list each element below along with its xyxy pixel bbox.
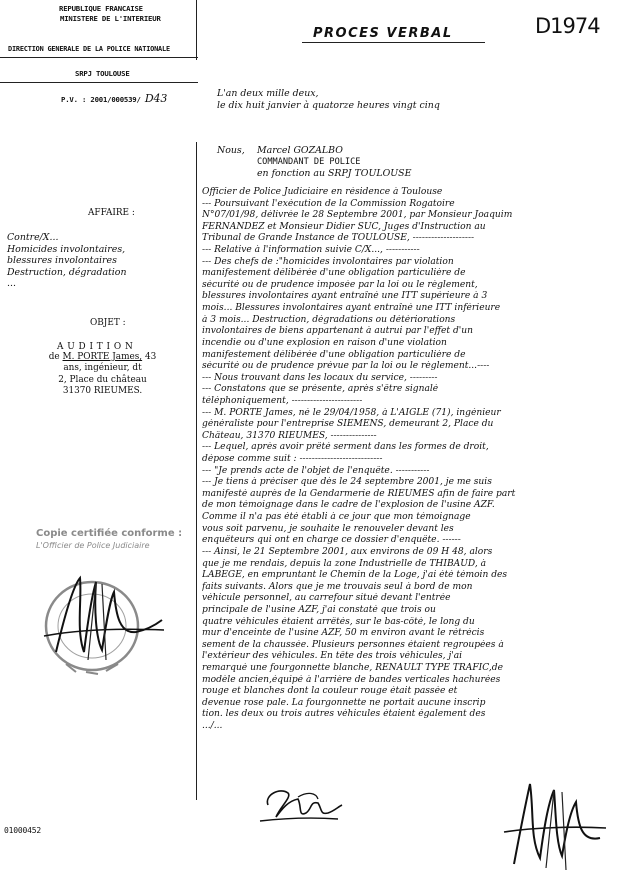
officer-signature	[500, 772, 610, 872]
affaire-details	[7, 232, 126, 290]
audition-line: 2, Place du château	[58, 374, 147, 385]
affaire-line: blessures involontaires	[7, 255, 117, 267]
audition-label: A U D I T I O N	[57, 342, 134, 352]
direction-label: DIRECTION GENERALE DE LA POLICE NATIONALE	[8, 45, 170, 53]
pv-number-line	[61, 94, 167, 104]
statement-line: --- Ainsi, le 21 Septembre 2001, aux environs de 09 H 48, alors	[202, 546, 493, 557]
statement-line: --- Poursuivant l'exécution de la Commission Rogatoire	[202, 198, 455, 209]
affaire-label: AFFAIRE :	[88, 208, 135, 218]
statement-line: Tribunal de Grande Instance de TOULOUSE, --------------------	[202, 233, 475, 244]
statement-line: manifestement délibérée d'une obligation particulière de	[202, 268, 466, 279]
statement-line: manifestement délibérée d'une obligation particulière de	[202, 349, 466, 360]
officer-stamp-caption: L'Officier de Police Judiciaire	[36, 541, 150, 550]
header-rule-2	[0, 82, 198, 83]
statement-line: l'extérieur des véhicules. En tête des trois véhicules, j'ai	[202, 651, 463, 662]
police-seal-signature	[36, 560, 186, 700]
statement-line: Château, 31370 RIEUMES, ---------------	[202, 430, 377, 441]
statement-line: mois... Blessures involontaires ayant entraîné une ITT inférieure	[202, 303, 501, 314]
statement-line: dépose comme suit : ---------------------------	[202, 454, 383, 465]
statement-line: devenue rose pale. La fourgonnette ne portait aucune inscrip	[202, 697, 486, 708]
statement-line: que je me rendais, depuis la zone Industrielle de THIBAUD, à	[202, 558, 487, 569]
affaire-line: Homicides involontaires,	[7, 243, 126, 255]
title-underline	[302, 42, 485, 43]
statement-line: blessures involontaires ayant entraîné une ITT supérieure à 3	[202, 291, 488, 302]
statement-line: --- "Je prends acte de l'objet de l'enquête. -----------	[202, 465, 430, 476]
statement-line: quatre véhicules étaient arrêtés, sur le bas-côté, le long du	[202, 616, 475, 627]
nous-label: Nous,	[217, 145, 245, 156]
witness-signature	[258, 783, 348, 833]
objet-label: OBJET :	[90, 318, 126, 328]
ministere-label: MINISTERE DE L'INTERIEUR	[60, 14, 161, 23]
statement-line: involontaires de biens appartenant à autrui par l'effet d'un	[202, 326, 473, 337]
pv-label: P.V. :	[61, 95, 87, 104]
statement-line: principale de l'usine AZF, j'ai constaté que trois ou	[202, 604, 436, 615]
statement-line: sécurité ou de prudence imposée par la loi ou le règlement,	[202, 279, 478, 290]
statement-line: généraliste pour l'entreprise SIEMENS, demeurant 2, Place du	[202, 419, 494, 430]
statement-line: vous soit parvenu, je souhaite le renouveler devant les	[202, 523, 454, 534]
officer-name: Marcel GOZALBO	[257, 145, 343, 156]
statement-line: FERNANDEZ et Monsieur Didier SUC, Juges d'Instruction au	[202, 221, 486, 232]
statement-line: .../...	[202, 721, 223, 732]
pv-number: 2001/000539/	[90, 95, 141, 104]
statement-line: --- Lequel, après avoir prêté serment dans les formes de droit,	[202, 442, 489, 453]
statement-line: --- Je tiens à préciser que dès le 24 septembre 2001, je me suis	[202, 477, 492, 488]
statement-line: --- Relative à l'information suivie C/X..., -----------	[202, 245, 420, 256]
affaire-line: Destruction, dégradation	[7, 266, 127, 278]
statement-line: mur d'enceinte de l'usine AZF, 50 m environ avant le rétrécis	[202, 628, 485, 639]
statement-line: --- Constatons que se présente, après s'être signalé	[202, 384, 439, 395]
statement-line: sécurité ou de prudence prévue par la loi ou le règlement...----	[202, 361, 490, 372]
header-divider	[196, 0, 197, 60]
date-line-1: L'an deux mille deux,	[217, 88, 319, 99]
header-rule-1	[0, 57, 198, 58]
footer-code: 01000452	[4, 826, 41, 835]
date-line-2: le dix huit janvier à quatorze heures vingt cinq	[217, 100, 440, 111]
statement-line: modèle ancien,équipé à l'arrière de bandes verticales hachurées	[202, 674, 501, 685]
statement-line: téléphoniquement, -----------------------	[202, 395, 363, 406]
audition-line: 31370 RIEUMES.	[62, 386, 143, 397]
margin-rule	[196, 142, 197, 800]
audition-details	[30, 352, 175, 398]
statement-line: Comme il n'a pas été établi à ce jour que mon témoignage	[202, 512, 471, 523]
pv-handwritten-suffix: D43	[144, 92, 168, 105]
statement-body	[202, 187, 616, 733]
statement-line: véhicule personnel, au carrefour situé devant l'entrée	[202, 593, 451, 604]
officer-rank: COMMANDANT DE POLICE	[257, 157, 361, 167]
affaire-line: ...	[7, 278, 16, 290]
statement-line: --- M. PORTE James, né le 29/04/1958, à L'AIGLE (71), ingénieur	[202, 407, 501, 418]
statement-line: N°07/01/98, délivrée le 28 Septembre 2001, par Monsieur Joaquim	[202, 210, 513, 221]
republique-label: REPUBLIQUE FRANCAISE	[59, 4, 143, 13]
statement-line: de mon témoignage dans le cadre de l'explosion de l'usine AZF.	[202, 500, 495, 511]
statement-line: incendie ou d'une explosion en raison d'une violation	[202, 337, 447, 348]
handwritten-doc-ref: D1974	[535, 14, 600, 38]
statement-line: remarqué une fourgonnette blanche, RENAULT TYPE TRAFIC,de	[202, 662, 503, 673]
statement-line: --- Des chefs de :"homicides involontaires par violation	[202, 256, 454, 267]
affaire-line: Contre/X...	[7, 232, 59, 243]
certified-copy-stamp: Copie certifiée conforme :	[36, 528, 183, 539]
statement-line: tion. les deux ou trois autres véhicules étaient également des	[202, 709, 486, 720]
audition-line: ans, ingénieur, dt	[63, 363, 142, 374]
statement-line: enquêteurs qui ont en charge ce dossier d'enquête. ------	[202, 535, 461, 546]
statement-line: manifesté auprès de la Gendarmerie de RIEUMES afin de faire part	[202, 488, 516, 499]
witness-age: 43	[142, 352, 157, 362]
statement-line: --- Nous trouvant dans les locaux du service, ---------	[202, 372, 438, 383]
service-label: SRPJ TOULOUSE	[75, 69, 130, 78]
statement-line: LABEGE, en empruntant le Chemin de la Loge, j'ai été témoin des	[202, 570, 508, 581]
officer-post: en fonction au SRPJ TOULOUSE	[257, 168, 412, 179]
statement-line: faits suivants. Alors que je me trouvais seul à bord de mon	[202, 581, 473, 592]
witness-name: M. PORTE James,	[62, 352, 143, 362]
doc-title: PROCES VERBAL	[313, 26, 453, 41]
statement-line: rouge et blanches dont la couleur rouge était passée et	[202, 686, 458, 697]
statement-line: sement de la chaussée. Plusieurs personnes étaient regroupées à	[202, 639, 504, 650]
audition-line: de	[48, 352, 63, 362]
statement-line: Officier de Police Judiciaire en résidence à Toulouse	[202, 187, 443, 197]
statement-line: à 3 mois... Destruction, dégradations ou détériorations	[202, 314, 456, 325]
